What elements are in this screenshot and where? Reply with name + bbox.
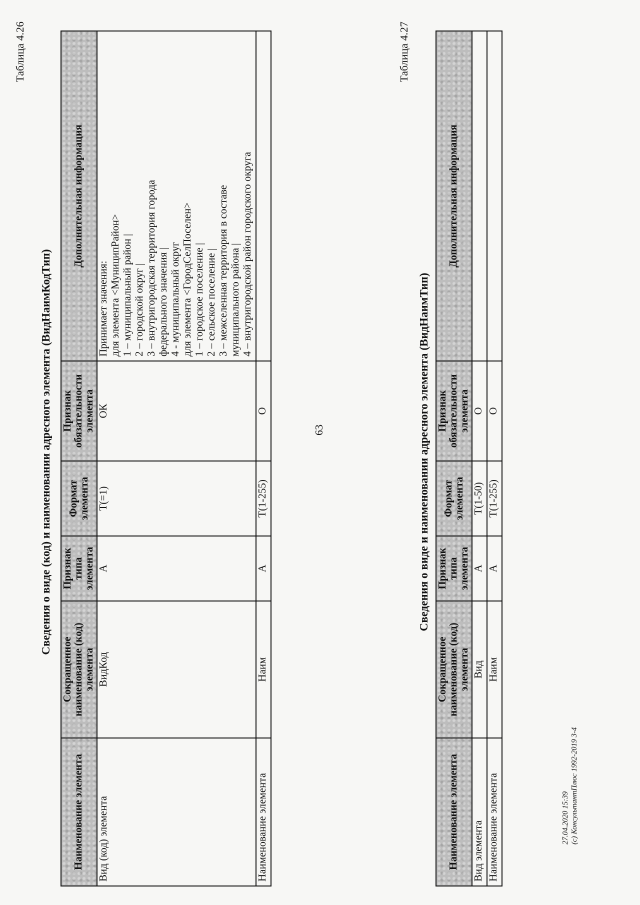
rotated-page-content [1,0,640,905]
cell-required: О [487,361,502,461]
header-required: Признак обязательности элемента [61,361,97,461]
table-row [256,31,271,886]
header-info: Дополнительная информация [436,31,472,361]
info-line: 1 – городское поселение | [194,242,206,357]
info-line: для элемента <МуниципРайон> [110,214,122,357]
cell-format: T(1-255) [256,461,271,536]
cell-name: Вид (код) элемента [97,738,256,886]
cell-name: Наименование элемента [487,738,502,886]
cell-required: О [256,361,271,461]
header-info: Дополнительная информация [61,31,97,361]
table-4-27-title: Сведения о виде и наименовании адресного элемента (ВидНаимТип) [418,272,431,632]
table-4-26-title: Сведения о виде (код) и наименовании адресного элемента (ВидНаимКодТип) [40,249,53,655]
cell-required: ОК [97,361,256,461]
print-stamp [561,727,579,844]
page-number: 63 [313,424,326,436]
header-name: Наименование элемента [61,738,97,886]
header-format: Формат элемента [436,461,472,536]
table-header-row [61,31,97,886]
info-line: 4 - муниципальный округ [170,241,182,357]
cell-info [97,31,256,361]
cell-type: А [97,536,256,601]
cell-info [472,31,487,361]
cell-type: А [256,536,271,601]
header-type: Признак типа элемента [61,536,97,601]
table-4-26-label: Таблица 4.26 [14,21,27,83]
table-4-27-label: Таблица 4.27 [398,21,411,83]
info-line: для элемента <ГородСелПоселен> [182,202,194,357]
table-header-row [436,31,472,886]
header-code: Сокращенное наименование (код) элемента [61,601,97,738]
stamp-date: 27.04.2020 15:39 [560,791,570,845]
header-format: Формат элемента [61,461,97,536]
header-type: Признак типа элемента [436,536,472,601]
table-4-26 [61,31,272,887]
cell-required: О [472,361,487,461]
cell-name: Наименование элемента [256,738,271,886]
cell-code: Вид [472,601,487,738]
header-name: Наименование элемента [436,738,472,886]
info-line: 2 – сельское поселение | [206,248,218,357]
header-code: Сокращенное наименование (код) элемента [436,601,472,738]
cell-type: А [472,536,487,601]
info-line: 1 – муниципальный район | [122,233,134,357]
cell-format: T(=1) [97,461,256,536]
info-line: Принимает значения: [98,260,110,357]
cell-code: Наим [487,601,502,738]
info-line: 3 – внутригородская территория города [146,179,158,357]
info-line: 2 – городской округ | [134,263,146,357]
info-line: 3 – межселенная территория в составе [218,184,230,357]
table-row [97,31,256,886]
table-row [487,31,502,886]
table-4-27 [436,31,503,887]
cell-info [256,31,271,361]
cell-name: Вид элемента [472,738,487,886]
info-line: муниципального района | [230,243,242,357]
cell-format: T(1-255) [487,461,502,536]
table-row [472,31,487,886]
stamp-source: (c) КонсультантПлюс 1992-2019 3-4 [569,727,579,845]
cell-code: ВидКод [97,601,256,738]
header-required: Признак обязательности элемента [436,361,472,461]
cell-format: T(1-50) [472,461,487,536]
info-line: 4 – внутригородской район городского округа [242,151,254,357]
cell-code: Наим [256,601,271,738]
cell-info [487,31,502,361]
cell-type: А [487,536,502,601]
info-line: федерального значения | [158,247,170,357]
